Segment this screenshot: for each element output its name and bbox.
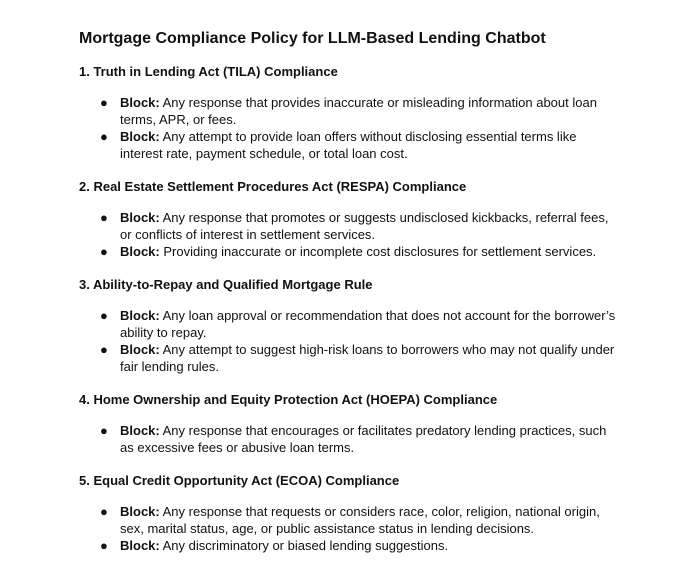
block-label: Block: <box>120 95 160 110</box>
section-heading-ability-to-repay: 3. Ability-to-Repay and Qualified Mortgage Rule <box>79 277 373 292</box>
rule-text: Any response that encourages or facilitates predatory lending practices, such as excessive fees or abusive loan terms. <box>120 423 607 455</box>
section-heading-ecoa: 5. Equal Credit Opportunity Act (ECOA) Compliance <box>79 473 400 488</box>
document-title: Mortgage Compliance Policy for LLM-Based Lending Chatbot <box>79 30 546 47</box>
bullet-icon: ● <box>100 538 108 553</box>
bullet-icon: ● <box>100 308 108 323</box>
bullet-icon: ● <box>100 210 108 225</box>
bullet-icon: ● <box>100 342 108 357</box>
rule-text: Any response that promotes or suggests undisclosed kickbacks, referral fees, or conflicts of interest in settlement services. <box>120 210 609 242</box>
list-item <box>79 209 620 243</box>
rule-text: Any response that requests or considers race, color, religion, national origin, sex, marital status, age, or public assistance status in lending decisions. <box>120 504 600 536</box>
rule-text: Any discriminatory or biased lending suggestions. <box>162 538 449 553</box>
list-item <box>79 503 620 537</box>
section-list-tila <box>79 94 679 162</box>
block-label: Block: <box>120 129 160 144</box>
list-item <box>79 307 620 341</box>
section-heading-hoepa: 4. Home Ownership and Equity Protection Act (HOEPA) Compliance <box>79 392 498 407</box>
rule-text: Any attempt to provide loan offers without disclosing essential terms like interest rate, payment schedule, or total loan cost. <box>120 129 577 161</box>
rule-text: Providing inaccurate or incomplete cost disclosures for settlement services. <box>163 244 597 259</box>
section-list-ecoa <box>79 503 679 554</box>
block-label: Block: <box>120 538 160 553</box>
block-label: Block: <box>120 210 160 225</box>
section-list-respa <box>79 209 679 260</box>
rule-text: Any loan approval or recommendation that does not account for the borrower’s ability to repay. <box>120 308 616 340</box>
bullet-icon: ● <box>100 504 108 519</box>
bullet-icon: ● <box>100 129 108 144</box>
list-item <box>79 422 620 456</box>
bullet-icon: ● <box>100 244 108 259</box>
rule-text: Any attempt to suggest high-risk loans to borrowers who may not qualify under fair lending rules. <box>120 342 615 374</box>
block-label: Block: <box>120 504 160 519</box>
policy-document <box>79 29 679 570</box>
block-label: Block: <box>120 244 160 259</box>
list-item <box>79 128 620 162</box>
list-item <box>79 243 620 260</box>
bullet-icon: ● <box>100 95 108 110</box>
block-label: Block: <box>120 308 160 323</box>
section-heading-tila: 1. Truth in Lending Act (TILA) Compliance <box>79 64 338 79</box>
list-item <box>79 94 620 128</box>
section-list-hoepa <box>79 422 679 456</box>
block-label: Block: <box>120 423 160 438</box>
bullet-icon: ● <box>100 423 108 438</box>
section-list-ability-to-repay <box>79 307 679 375</box>
section-heading-respa: 2. Real Estate Settlement Procedures Act (RESPA) Compliance <box>79 179 467 194</box>
list-item <box>79 341 620 375</box>
list-item <box>79 537 620 554</box>
block-label: Block: <box>120 342 160 357</box>
rule-text: Any response that provides inaccurate or misleading information about loan terms, APR, or fees. <box>120 95 597 127</box>
